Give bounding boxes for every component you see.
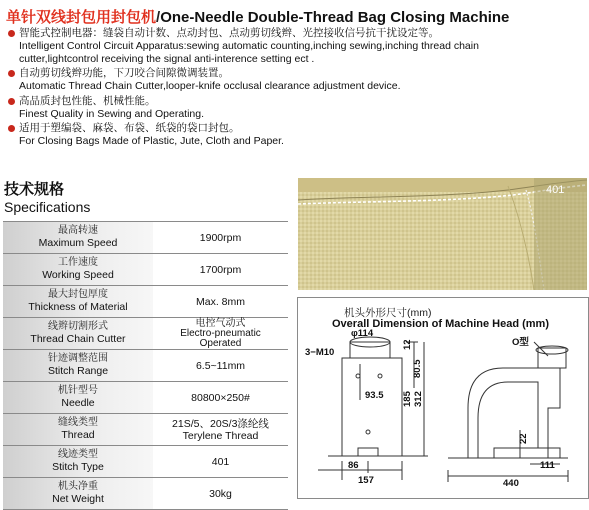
spec-value bbox=[153, 318, 288, 349]
spec-value bbox=[153, 382, 288, 413]
spec-label bbox=[3, 382, 153, 413]
dimension-oring: O型 bbox=[512, 337, 529, 348]
feature-cn: 高品质封包性能、机械性能。 bbox=[19, 94, 156, 107]
title-cn: 单针双线封包用封包机 bbox=[6, 9, 157, 26]
spec-row bbox=[3, 318, 288, 350]
spec-value bbox=[153, 286, 288, 317]
spec-value bbox=[153, 414, 288, 445]
spec-row bbox=[3, 286, 288, 318]
spec-label bbox=[3, 414, 153, 445]
spec-label bbox=[3, 254, 153, 285]
spec-label-en: Stitch Type bbox=[52, 461, 104, 473]
feature-en: Finest Quality in Sewing and Operating. bbox=[19, 107, 205, 120]
specifications-heading-en: Specifications bbox=[4, 199, 91, 215]
spec-label-en: Thickness of Material bbox=[28, 301, 128, 313]
dimension-80: 80.5 bbox=[412, 359, 423, 378]
spec-value bbox=[153, 446, 288, 477]
spec-value-line: 6.5~11mm bbox=[195, 359, 246, 372]
feature-en: Automatic Thread Chain Cutter,looper-knife occlusal clearance adjustment device. bbox=[19, 80, 401, 92]
dimension-22: 22 bbox=[518, 433, 529, 444]
bullet-icon bbox=[8, 98, 15, 105]
spec-row bbox=[3, 446, 288, 478]
stitch-photo-graphic bbox=[298, 178, 587, 290]
spec-label-cn: 缝线类型 bbox=[58, 417, 98, 428]
spec-value-line: 电控气动式 bbox=[195, 317, 246, 329]
title-en: One-Needle Double-Thread Bag Closing Machine bbox=[160, 9, 510, 26]
diagram-title-cn: 机头外形尺寸(mm) bbox=[344, 307, 432, 319]
specifications-heading-cn: 技术规格 bbox=[4, 181, 65, 198]
feature-en: Intelligent Control Circuit Apparatus:sewing automatic counting,inching sewing,inching thread chain bbox=[19, 40, 479, 52]
dimension-phi: φ114 bbox=[351, 328, 374, 339]
spec-label-en: Maximum Speed bbox=[38, 237, 118, 249]
feature-cn: 智能式控制电器：缝袋自动计数、点动封包、点动剪切线辫、光控接收信号抗干扰设定等。 bbox=[19, 27, 439, 39]
spec-value-line: 1900rpm bbox=[199, 231, 242, 244]
stitch-photo bbox=[298, 178, 587, 290]
spec-label bbox=[3, 478, 153, 509]
spec-value bbox=[153, 222, 288, 253]
feature-cn: 适用于塑编袋、麻袋、布袋、纸袋的袋口封包。 bbox=[19, 122, 240, 134]
spec-value-line: 401 bbox=[211, 455, 230, 468]
dimension-312: 312 bbox=[413, 391, 424, 407]
dimension-185: 185 bbox=[402, 391, 413, 407]
spec-row bbox=[3, 414, 288, 446]
spec-label-en: Stitch Range bbox=[47, 365, 109, 377]
feature-item bbox=[8, 122, 586, 148]
spec-row bbox=[3, 478, 288, 510]
spec-value-line: Operated bbox=[199, 337, 242, 349]
spec-label-cn: 针迹调整范围 bbox=[48, 353, 108, 364]
bullet-icon bbox=[8, 125, 15, 132]
spec-row bbox=[3, 350, 288, 382]
spec-row bbox=[3, 222, 288, 254]
feature-item bbox=[8, 67, 586, 93]
spec-value-line: Max. 8mm bbox=[195, 295, 245, 308]
specifications-table bbox=[3, 221, 288, 510]
spec-label-en: Needle bbox=[61, 397, 95, 409]
dimension-12: 12 bbox=[402, 339, 413, 350]
dimension-440: 440 bbox=[503, 478, 519, 489]
spec-value bbox=[153, 478, 288, 509]
spec-label-en: Thread Chain Cutter bbox=[30, 333, 126, 345]
spec-label-cn: 线迹类型 bbox=[58, 449, 98, 460]
spec-value-line: Electro-pneumatic bbox=[180, 327, 261, 339]
diagram-title-en: Overall Dimension of Machine Head (mm) bbox=[332, 318, 549, 330]
spec-value-line: 80800×250# bbox=[191, 391, 250, 404]
spec-value bbox=[153, 350, 288, 381]
spec-label-cn: 最大封包厚度 bbox=[48, 289, 108, 300]
spec-value bbox=[153, 254, 288, 285]
spec-label-en: Thread bbox=[61, 429, 95, 441]
spec-value-line: Terylene Thread bbox=[182, 429, 259, 442]
spec-label-en: Net Weight bbox=[52, 493, 104, 505]
feature-item bbox=[8, 95, 586, 121]
spec-label bbox=[3, 318, 153, 349]
spec-label-cn: 线辫切割形式 bbox=[48, 321, 108, 332]
dimension-86: 86 bbox=[348, 460, 359, 471]
feature-list bbox=[8, 27, 586, 150]
spec-label bbox=[3, 222, 153, 253]
feature-cn: 自动剪切线辫功能，下刀咬合间隙微调装置。 bbox=[19, 67, 229, 79]
bullet-icon bbox=[8, 70, 15, 77]
spec-label-cn: 最高转速 bbox=[58, 225, 98, 236]
bullet-icon bbox=[8, 30, 15, 37]
dimension-93: 93.5 bbox=[365, 390, 384, 401]
spec-label-cn: 工作速度 bbox=[58, 257, 98, 268]
feature-en: For Closing Bags Made of Plastic, Jute, Cloth and Paper. bbox=[19, 135, 284, 147]
spec-label-cn: 机头净重 bbox=[58, 481, 98, 492]
dimension-157: 157 bbox=[358, 475, 374, 486]
spec-label bbox=[3, 446, 153, 477]
spec-row bbox=[3, 382, 288, 414]
feature-en: cutter,lightcontrol receiving the signal anti-interence setting ect . bbox=[19, 52, 315, 65]
dimension-screw: 3−M10 bbox=[305, 347, 335, 358]
spec-value-line: 1700rpm bbox=[199, 263, 242, 276]
spec-label-en: Working Speed bbox=[42, 269, 114, 281]
spec-label-cn: 机针型号 bbox=[58, 385, 98, 396]
title-separator: / bbox=[156, 9, 161, 26]
spec-row bbox=[3, 254, 288, 286]
spec-value-line: 21S/5、20S/3涤纶线 bbox=[172, 417, 269, 430]
dimension-111: 111 bbox=[540, 460, 555, 471]
spec-label bbox=[3, 350, 153, 381]
stitch-type-label: 401 bbox=[546, 184, 565, 196]
page-title bbox=[6, 6, 509, 27]
specifications-heading bbox=[4, 181, 90, 215]
spec-value-line: 30kg bbox=[209, 487, 232, 500]
spec-label bbox=[3, 286, 153, 317]
feature-item bbox=[8, 27, 586, 65]
